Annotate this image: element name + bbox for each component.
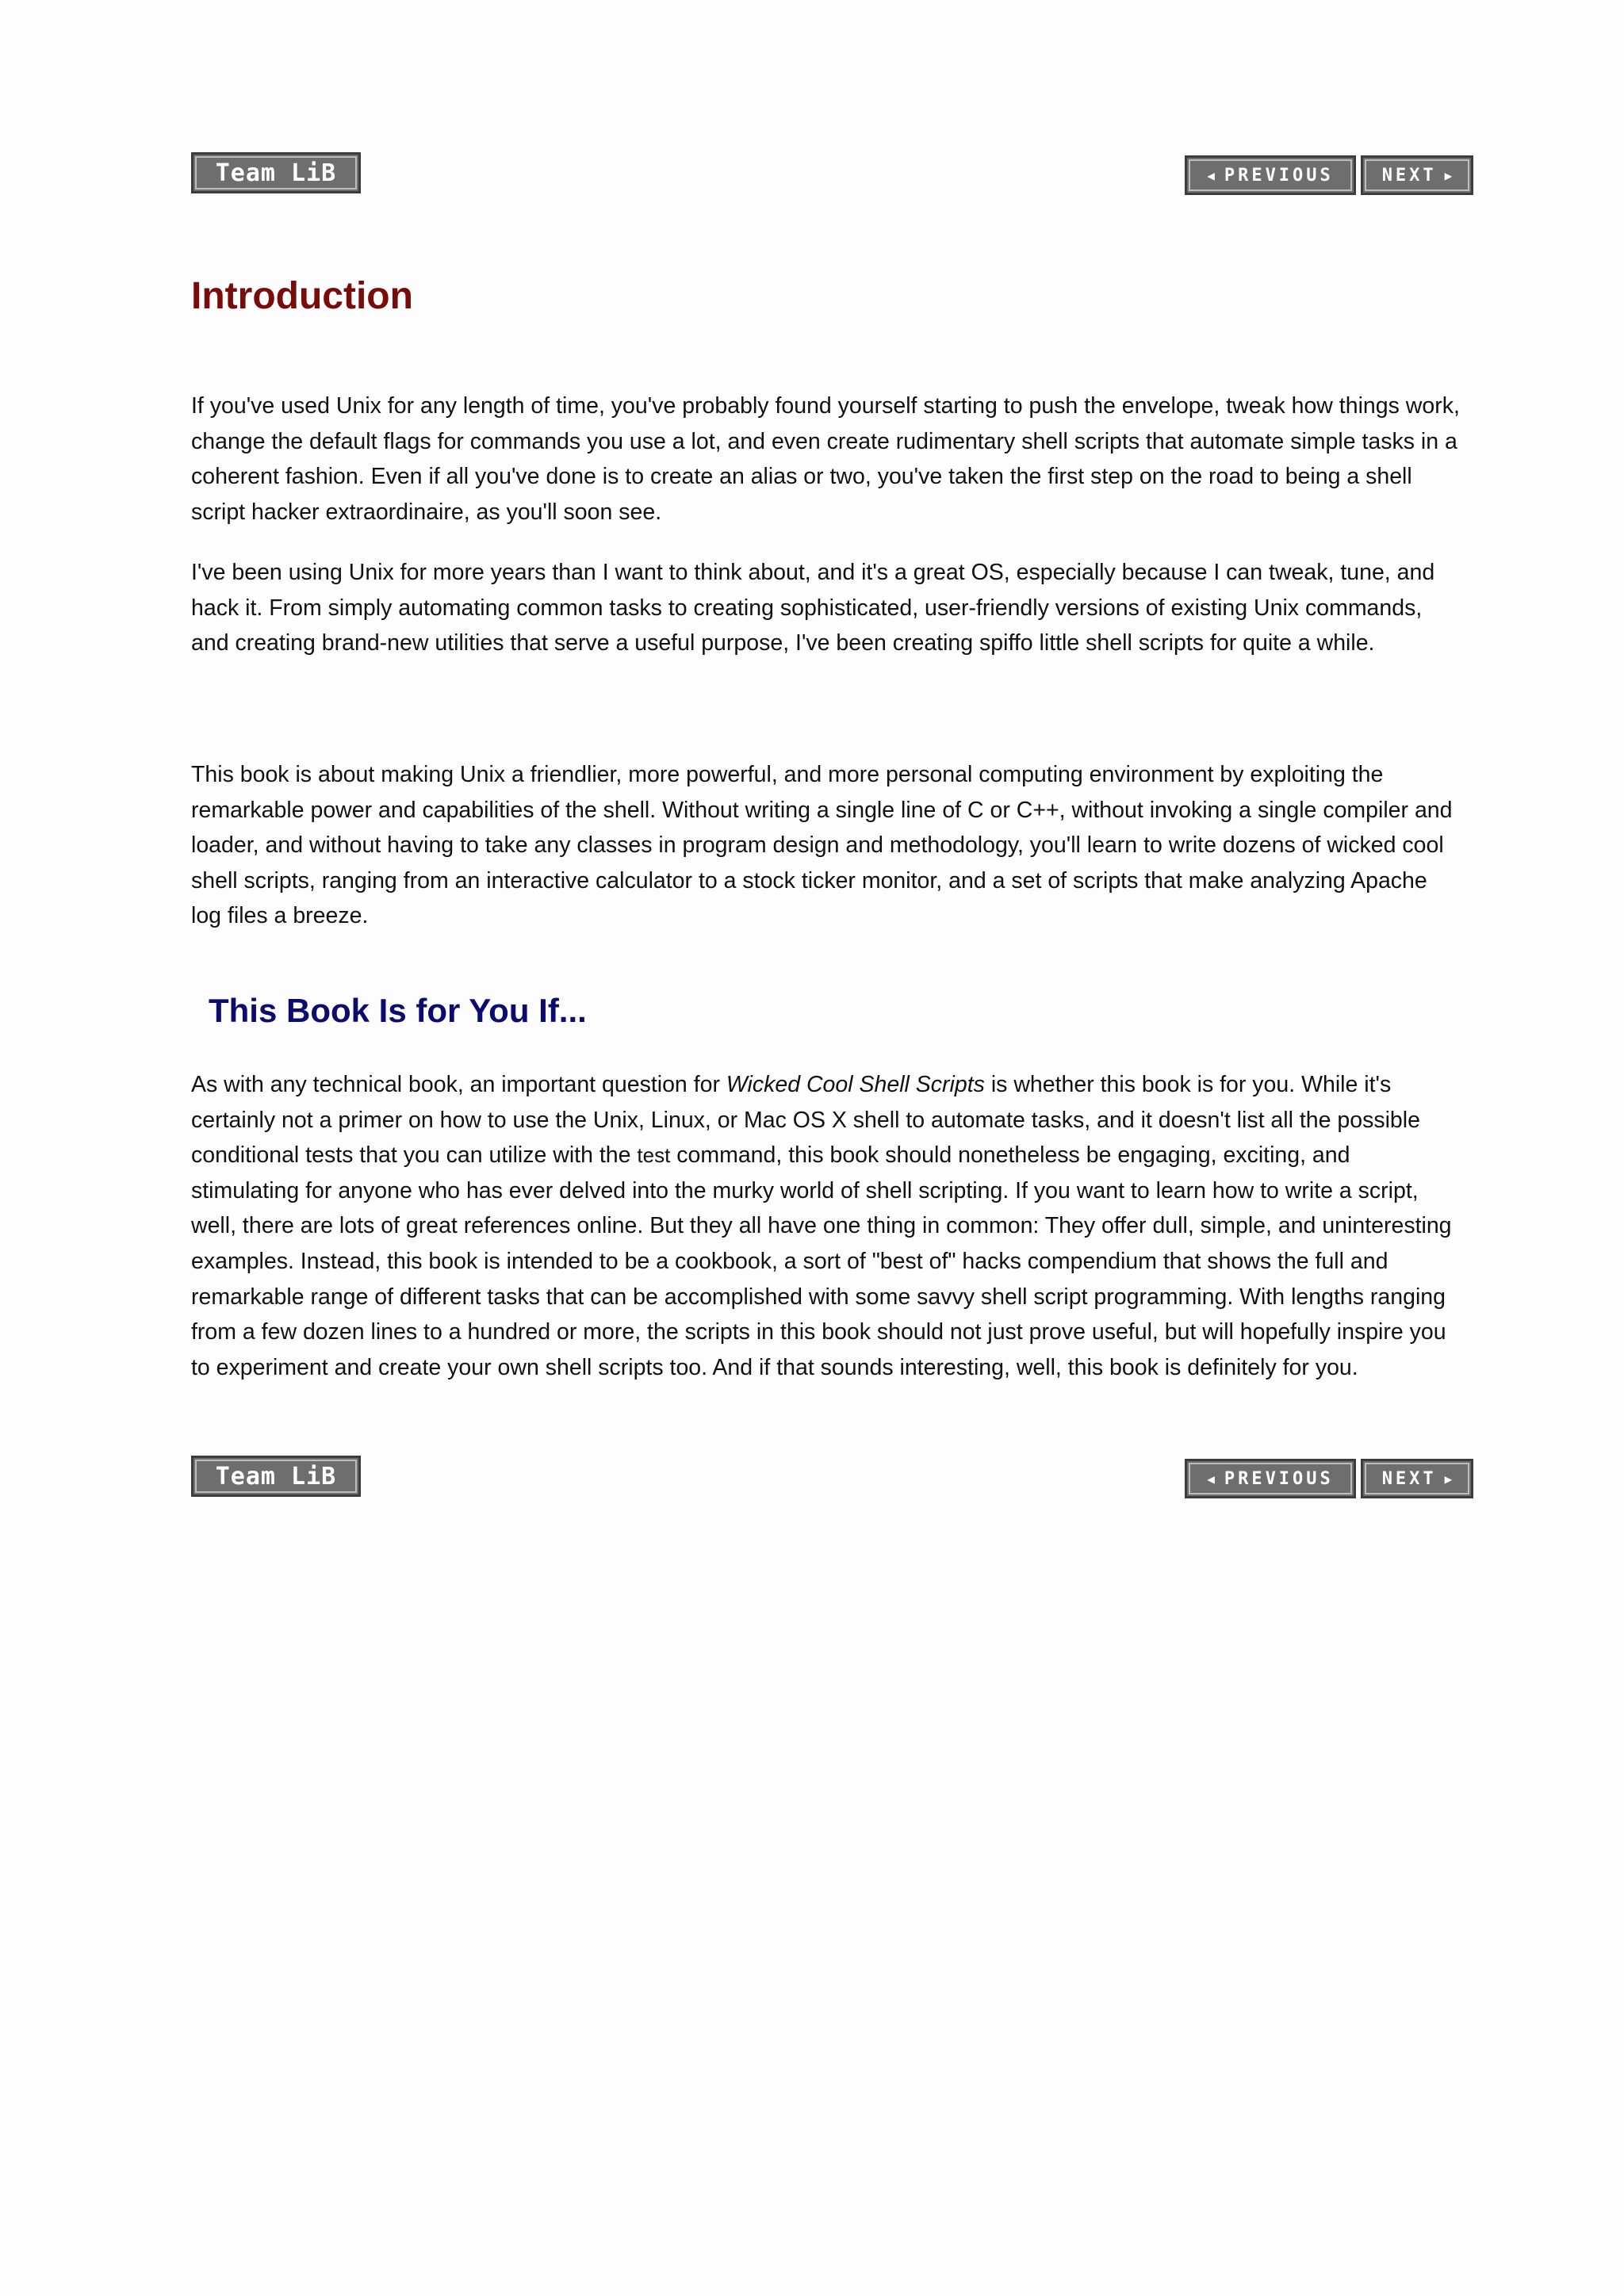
book-title-emphasis: Wicked Cool Shell Scripts bbox=[726, 1072, 985, 1097]
team-lib-logo-button-bottom[interactable] bbox=[191, 1456, 361, 1497]
team-lib-logo-button[interactable] bbox=[191, 152, 361, 193]
paragraph-4-text-c: command, this book should nonetheless be engaging, exciting, and stimulating for anyone who has ever delved into the murky world of shell scripting. If you want to learn how to write a script, well, there are lots of great references online. But they all have one thing in common: They offer dull, simple, and uninteresting examples. Instead, this book is intended to be a cookbook, a sort of "best of" hacks compendium that shows the full and remarkable range of different tasks that can be accomplished with some savvy shell script programming. With lengths ranging from a few dozen lines to a hundred or more, the scripts in this book should not just prove useful, but will hopefully inspire you to experiment and create your own shell scripts too. And if that sounds interesting, well, this book is definitely for you. bbox=[191, 1142, 1452, 1380]
section-heading: This Book Is for You If... bbox=[209, 992, 587, 1029]
next-label-bottom: NEXT bbox=[1381, 1468, 1437, 1489]
previous-label-bottom: PREVIOUS bbox=[1224, 1468, 1334, 1489]
page-title: Introduction bbox=[191, 275, 413, 317]
previous-label: PREVIOUS bbox=[1224, 165, 1334, 186]
left-arrow-icon: ◀ bbox=[1207, 167, 1215, 183]
paragraph-4-text-a: As with any technical book, an important question for bbox=[191, 1072, 726, 1097]
bottom-navigation-bar bbox=[191, 1454, 1473, 1498]
previous-button[interactable] bbox=[1185, 155, 1356, 195]
next-label: NEXT bbox=[1381, 165, 1437, 186]
right-arrow-icon: ▶ bbox=[1444, 167, 1453, 183]
test-command-code: test bbox=[637, 1143, 671, 1168]
paragraph-2: I've been using Unix for more years than I want to think about, and it's a great OS, especially because I can tweak, tune, and hack it. From simply automating common tasks to creating sophisticated, user-friendly versions of existing Unix commands, and creating brand-new utilities that serve a useful purpose, I've been creating spiffo little shell scripts for quite a while. bbox=[191, 560, 1435, 656]
next-button-bottom[interactable] bbox=[1361, 1459, 1473, 1498]
paragraph-4-text-b: is whether this book is for you. While it's certainly not a primer on how to use the Unix, Linux, or Mac OS X shell to automate tasks, and it doesn't list all the possible conditional tests that you can utilize with the bbox=[191, 1072, 1420, 1169]
paragraph-4 bbox=[191, 1067, 1460, 1385]
team-lib-label: Team LiB bbox=[215, 159, 337, 187]
previous-button-bottom[interactable] bbox=[1185, 1459, 1356, 1498]
top-navigation-bar bbox=[191, 151, 1473, 195]
paragraph-3: This book is about making Unix a friendlier, more powerful, and more personal computing environment by exploiting the remarkable power and capabilities of the shell. Without writing a single line of C or C++, without invoking a single compiler and loader, and without having to take any classes in program design and methodology, you'll learn to write dozens of wicked cool shell scripts, ranging from an interactive calculator to a stock ticker monitor, and a set of scripts that make analyzing Apache log files a breeze. bbox=[191, 762, 1453, 929]
next-button[interactable] bbox=[1361, 155, 1473, 195]
paragraph-1: If you've used Unix for any length of time, you've probably found yourself starting to push the envelope, tweak how things work, change the default flags for commands you use a lot, and even create rudimentary shell scripts that automate simple tasks in a coherent fashion. Even if all you've done is to create an alias or two, you've taken the first step on the road to being a shell script hacker extraordinaire, as you'll soon see. bbox=[191, 393, 1460, 525]
left-arrow-icon: ◀ bbox=[1207, 1471, 1215, 1487]
team-lib-label-bottom: Team LiB bbox=[215, 1462, 337, 1490]
right-arrow-icon: ▶ bbox=[1444, 1471, 1453, 1487]
